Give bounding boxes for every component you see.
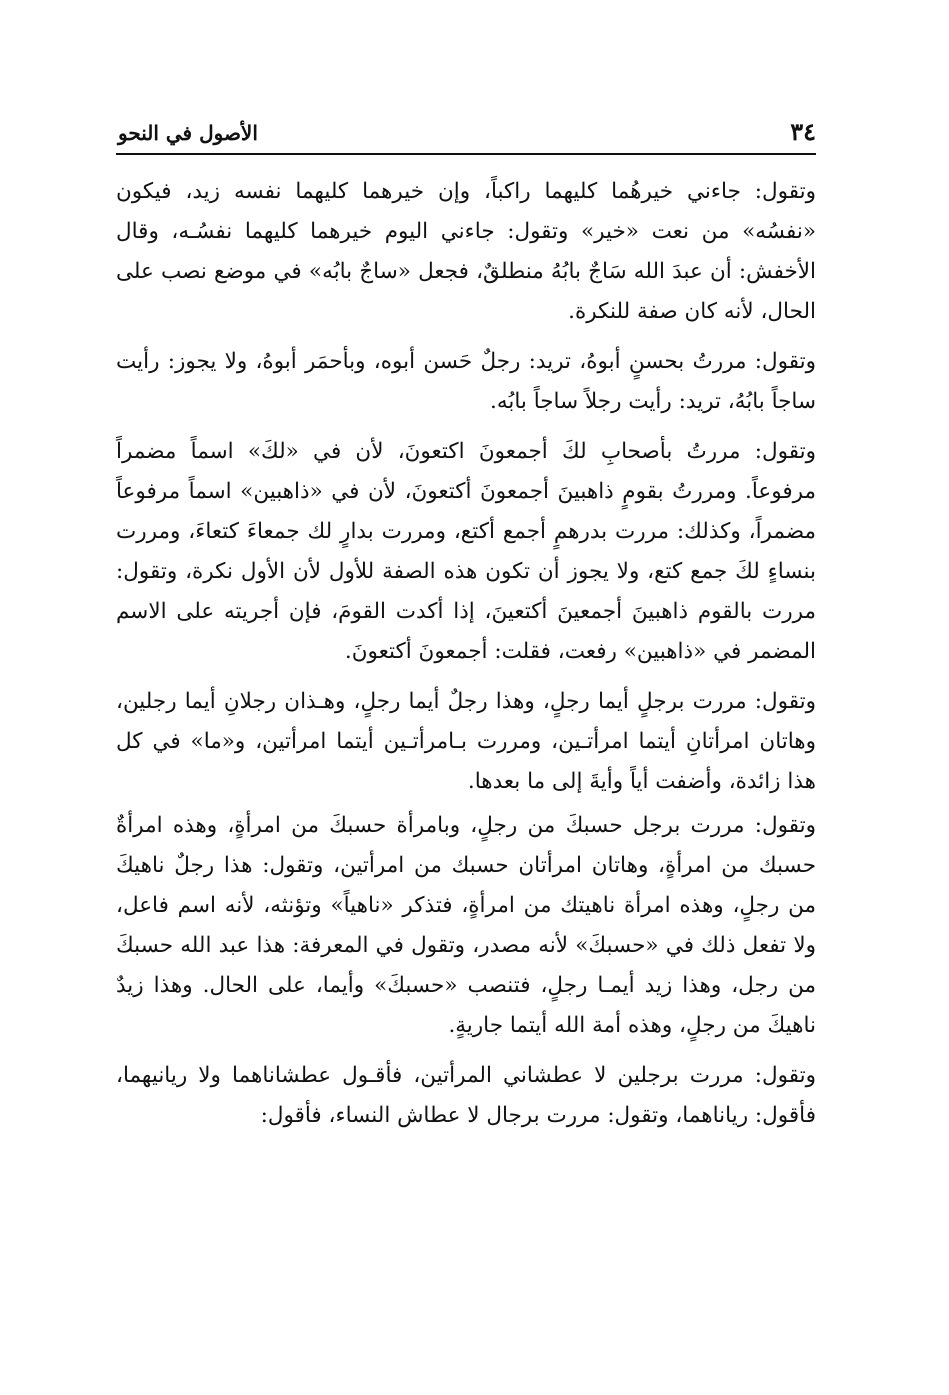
paragraph-3: وتقول: مررتُ بأصحابِ لكَ أجمعونَ اكتعونَ، لأن في «لكَ» اسماً مضمراً مرفوعاً. ومررتُ بقومٍ ذاهبينَ أجمعونَ أكتعونَ، لأن في «ذاهبين» اسماً مرفوعاً مضمراً، وكذلك: مررت بدرهمٍ أجمع أكتع، ومررت بدارٍ لك جمعاءَ كتعاءَ، ومررت بنساءٍ لكَ جمع كتع، ولا يجوز أن تكون هذه الصفة للأول لأن الأول نكرة، وتقول: مررت بالقوم ذاهبينَ أجمعينَ أكتعينَ، إذا أكدت القومَ، فإن أجريته على الاسم المضمر في «ذاهبين» رفعت، فقلت: أجمعونَ أكتعونَ. [116, 439, 816, 664]
paragraph-5: وتقول: مررت برجل حسبكَ من رجلٍ، وبامرأة حسبكَ من امرأةٍ، وهذه امرأةٌ حسبك من امرأةٍ، وهاتان امرأتان حسبك من امرأتين، وتقول: هذا رجلٌ ناهيكَ من رجلٍ، وهذه امرأة ناهيتك من امرأةٍ، فتذكر «ناهياً» وتؤنثه، لأنه اسم فاعل، ولا تفعل ذلك في «حسبكَ» لأنه مصدر، وتقول في المعرفة: هذا عبد الله حسبكَ من رجل، وهذا زيد أيمـا رجلٍ، فتنصب «حسبكَ» وأيما، على الحال. وهذا زيدٌ ناهيكَ من رجلٍ، وهذه أمة الله أيتما جاريةٍ. [116, 813, 816, 1038]
paragraph-1: وتقول: جاءني خيرهُما كليهما راكباً، وإن خيرهما كليهما نفسه زيد، فيكون «نفسُه» من نعت «خير» وتقول: جاءني اليوم خيرهما كليهما نفسُـه، وقال الأخفش: أن عبدَ الله سَاجٌ بابُهُ منطلقٌ، فجعل «ساجٌ بابُه» في موضع نصب على الحال، لأنه كان صفة للنكرة. [116, 179, 816, 324]
paragraph-2: وتقول: مررتُ بحسنٍ أبوهُ، تريد: رجلٌ حَسن أبوه، وبأحمَر أبوهُ، ولا يجوز: رأيت ساجاً بابُهُ، تريد: رأيت رجلاً ساجاً بابُه. [116, 349, 816, 414]
paragraph-6: وتقول: مررت برجلين لا عطشاني المرأتين، فأقـول عطشاناهما ولا ريانيهما، فأقول: رياناهما، وتقول: مررت برجال لا عطاش النساء، فأقول: [116, 1063, 816, 1128]
page-number: ٣٤ [790, 117, 816, 146]
body-text [116, 172, 816, 1146]
page-header [116, 113, 816, 155]
paragraph-4: وتقول: مررت برجلٍ أيما رجلٍ، وهذا رجلٌ أيما رجلٍ، وهـذان رجلانِ أيما رجلين، وهاتان امرأتانِ أيتما امرأتـين، ومررت بـامرأتـين أيتما امرأتين، و«ما» في كل هذا زائدة، وأضفت أياً وأيةَ إلى ما بعدها. [116, 689, 816, 794]
running-title: الأصول في النحو [118, 121, 258, 145]
